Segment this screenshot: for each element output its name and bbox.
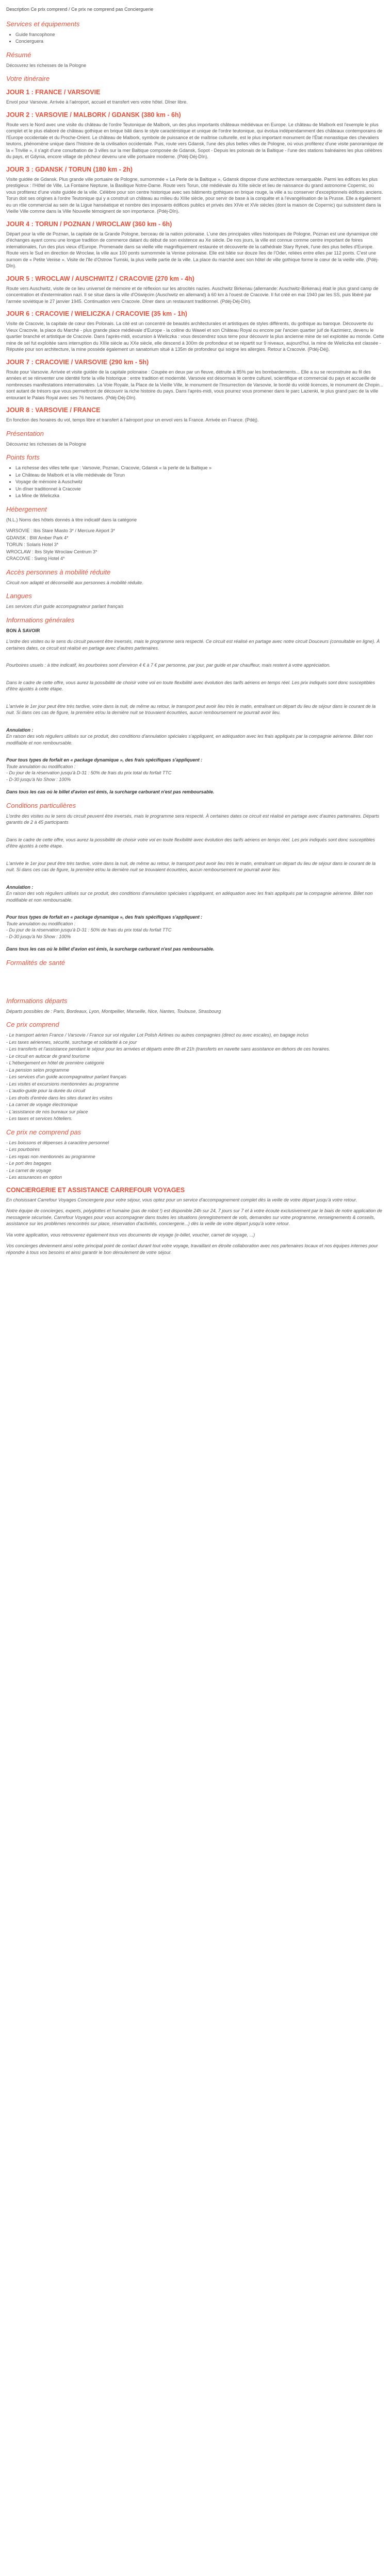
list-item: CRACOVIE : Swing Hotel 4* <box>6 556 65 561</box>
excluded-list <box>6 1140 385 1181</box>
conditions-paragraph: Pour tous types de forfait en « package dynamique », des frais spécifiques s'appliquent : <box>6 914 203 920</box>
list-item: • Voyage de mémoire à Auschwitz <box>15 479 385 485</box>
highlights-list <box>6 465 385 499</box>
departures-text: Départs possibles de : Paris, Bordeaux, Lyon, Montpellier, Marseille, Nice, Nantes, Toulouse, Strasbourg <box>6 1008 221 1014</box>
list-item: • Concierguera <box>15 38 385 45</box>
list-item: - Les taxes et services hôteliers. <box>6 1116 73 1121</box>
list-item: VARSOVIE : Ibis Stare Miasto 3* / Mercure Airport 3* <box>6 528 115 533</box>
departures-title: Informations départs <box>6 996 68 1005</box>
concierge-paragraph: Vos concierges deviennent ainsi votre principal point de contact durant tout votre voyage, travaillant en étroite collaboration avec nos partenaires locaux et nos équipes internes pour répondre à tous vos besoins et ainsi garantir le bon déroulement de votre séjour. <box>6 1243 378 1255</box>
description-header: Description Ce prix comprend / Ce prix ne comprend pas Concierguerie <box>6 7 154 12</box>
accessibility-title: Accès personnes à mobilité réduite <box>6 568 111 576</box>
day-title: JOUR 3 : GDANSK / TORUN (180 km - 2h) <box>6 165 133 173</box>
list-item: - Le transport aérien France / Varsovie / France sur vol régulier Lot Polish Airlines ou autres compagnies (direct ou avec escales), en bagage inclus <box>6 1032 309 1038</box>
list-item: • Le Château de Malbork et la ville médiévale de Torun <box>15 472 385 479</box>
conditions-paragraph: Dans tous les cas où le billet d'avion est émis, la surcharge carburant n'est pas remboursable. <box>6 946 215 952</box>
list-item: - Les visites et excursions mentionnées au programme <box>6 1081 119 1087</box>
included-title: Ce prix comprend <box>6 1021 59 1028</box>
day-title: JOUR 5 : WROCLAW / AUSCHWITZ / CRACOVIE (270 km - 4h) <box>6 275 194 282</box>
conditions-paragraph: En raison des vols réguliers utilisés sur ce produit, des conditions d'annulation spéciales s'appliquent, en adéquation avec les frais appliqués par la compagnie aérienne. Billet non modifiable et non remboursable. <box>6 891 373 903</box>
document-page <box>0 0 391 1270</box>
list-item: - Le port des bagages <box>6 1161 52 1166</box>
concierge-paragraph: Via votre application, vous retrouverez également tous vos documents de voyage (e-billet, voucher, carnet de voyage, ...) <box>6 1232 255 1238</box>
info-paragraph: L'arrivée le 1er jour peut être très tardive, voire dans la nuit, de même au retour, le transport peut avoir lieu très le matin, entraînant un départ du lieu de séjour dans le courant de la nuit. Si dans ces cas de figure, la première et/ou la dernière nuit se trouvaient écourtées, aucun remboursement ne pourrait avoir lieu. <box>6 703 376 715</box>
list-item: • La richesse des villes telle que : Varsovie, Poznan, Cracovie, Gdansk « la perle de la Baltique » <box>15 465 385 471</box>
list-item: - Le carnet de voyage <box>6 1167 52 1173</box>
day-text: Envol pour Varsovie. Arrivée à l'aéroport, accueil et transfert vers votre hôtel. Dîner libre. <box>6 99 188 105</box>
list-item: - L'hébergement en hôtel de première catégorie <box>6 1060 104 1065</box>
presentation-title: Présentation <box>6 429 44 437</box>
info-paragraph: - D-30 jusqu'à No Show : 100% <box>6 776 71 782</box>
lodging-note: (N.L.) Noms des hôtels donnés à titre indicatif dans la catégorie <box>6 517 137 522</box>
list-item: GDANSK : BW Amber Park 4* <box>6 535 69 540</box>
day-title: JOUR 7 : CRACOVIE / VARSOVIE (290 km - 5h) <box>6 358 149 366</box>
info-paragraph: Dans le cadre de cette offre, vous aurez la possibilité de choisir votre vol en toute flexibilité avec évolution des tarifs aériens en temps réel. Les prix indiqués sont donc susceptibles d'être ajustés à cette étape. <box>6 680 375 691</box>
list-item: - L'assistance de nos bureaux sur place <box>6 1109 88 1114</box>
conditions-paragraph: L'arrivée le 1er jour peut être très tardive, voire dans la nuit, de même au retour, le transport peut avoir lieu très le matin, entraînant un départ du lieu de séjour dans le courant de la nuit. Si dans ces cas de figure, la première et/ou la dernière nuit se trouvaient écourtées, aucun remboursement ne pourrait avoir lieu. <box>6 860 376 872</box>
day-text: En fonction des horaires du vol, temps libre et transfert à l'aéroport pour un envol vers la France. Arrivée en France. (Pdéj). <box>6 417 259 422</box>
conditions-cancel-title: Annulation : <box>6 884 34 890</box>
list-item: - Les assurances en option <box>6 1175 62 1180</box>
info-paragraph: Dans tous les cas où le billet d'avion est émis, la surcharge carburant n'est pas remboursable. <box>6 789 215 794</box>
day-title: JOUR 8 : VARSOVIE / FRANCE <box>6 406 101 414</box>
day-title: JOUR 2 : VARSOVIE / MALBORK / GDANSK (380 km - 6h) <box>6 111 181 118</box>
info-paragraph: - Du jour de la réservation jusqu'à D-31 : 50% de frais du prix total du forfait TTC <box>6 770 172 775</box>
list-item: WROCLAW : Ibis Style Wroclaw Centrum 3* <box>6 549 97 554</box>
conditions-title: Conditions particulières <box>6 801 76 809</box>
presentation-text: Découvrez les richesses de la Pologne <box>6 441 87 447</box>
list-item: - Les pourboires <box>6 1147 40 1152</box>
included-list <box>6 1032 385 1122</box>
list-item: - L'audio-guide pour la durée du circuit <box>6 1088 86 1093</box>
list-item: - Les droits d'entrée dans les sites durant les visites <box>6 1095 112 1100</box>
itinerary-title: Votre itinéraire <box>6 75 50 82</box>
accessibility-text: Circuit non adapté et déconseillé aux personnes à mobilité réduite. <box>6 580 143 585</box>
lodging-list <box>6 528 385 562</box>
services-title: Services et équipements <box>6 20 80 28</box>
day-text: Route vers Auschwitz, visite de ce lieu universel de mémoire et de réflexion sur les atrocités nazies. Auschwitz Birkenau (allemande: Auschwitz-Birkenau) était le plus grand camp de concentration et d'extermination nazi. Il se situe dans la ville d'Oświęcim (Auschwitz en allemand) à 60 km à l'ouest de Cracovie. Il fut créé en mai 1940 par les SS, puis libéré par l'armée soviétique le 27 janvier 1945. Continuation vers Cracovie. Dîner dans un restaurant traditionnel. (Pdéj-Déj-Dîn). <box>6 285 379 304</box>
excluded-title: Ce prix ne comprend pas <box>6 1128 82 1136</box>
list-item: - Les repas non mentionnés au programme <box>6 1154 95 1159</box>
list-item: • Guide francophone <box>15 31 385 38</box>
day-text: Visite de Cracovie, la capitale de cœur des Polonais. La cité est un concentré de beautés architecturales et artistiques de styles différents, du gothique au baroque. Découverte du Vieux Cracovie, la place du Marché - plus grande place médiévale d'Europe - la colline du Wawel et son Château Royal ou encore par l'ancien quartier juif de Kazimierz, devenu le quartier branché et artistique de Cracovie. Dans l'après-midi, excursion à Wieliczka : vous descendrez sous terre pour découvrir la plus ancienne mine de sel exploitée au monde. Cette mine de sel fut exploitée sans interruption du XIIIe siècle au XXe siècle, elle descend à 300m de profondeur et se répartit sur 9 niveaux, aujourd'hui, la mine de Wieliczka est classée - Réputée pour son architecture, la mine possède également un sanatorium situé à 135m de profondeur qui soigne les allergies. Retour à Cracovie. (Pdéj-Déj). <box>6 321 384 352</box>
concierge-paragraph: Notre équipe de concierges, experts, polyglottes et humaine (pas de robot !) est disponible 24h sur 24, 7 jours sur 7 et à votre écoute exclusivement par le biais de notre application de messagerie sécurisée, Carrefour Voyages pour vous accompagner dans toutes les situations (enregistrement de vols, demandes sur votre programme, renseignements & conseils, assistance sur les problèmes rencontrés sur place, réservation d'activités, conciergerie...) dès la veille de votre départ jusqu'à votre retour. <box>6 1208 382 1226</box>
services-list <box>6 31 385 45</box>
list-item: - La pension selon programme <box>6 1067 70 1073</box>
info-paragraph: Pourboires usuels : à titre indicatif, les pourboires sont d'environ 4 € à 7 € par personne, par jour, par guide et par chauffeur, mais restent à votre appréciation. <box>6 663 331 668</box>
languages-text: Les services d'un guide accompagnateur parlant français <box>6 604 124 609</box>
formalities-title: Formalités de santé <box>6 958 66 967</box>
concierge-title: CONCIERGERIE ET ASSISTANCE CARREFOUR VOYAGES <box>6 1186 185 1194</box>
list-item: - Les boissons et dépenses à caractère personnel <box>6 1140 109 1145</box>
info-cancel-title: Annulation : <box>6 727 34 733</box>
info-title: Informations générales <box>6 616 75 624</box>
conditions-paragraph: L'ordre des visites ou le sens du circuit peuvent être inversés, mais le programme sera respecté. À certaines dates ce circuit est réalisé en partage avec d'autres partenaires. Départs garantis de 2 à 45 participants <box>6 813 380 825</box>
list-item: - Le circuit en autocar de grand tourisme <box>6 1053 90 1059</box>
day-title: JOUR 6 : CRACOVIE / WIELICZKA / CRACOVIE (35 km - 1h) <box>6 310 187 317</box>
day-text: Départ pour la ville de Poznan, la capitale de la Grande Pologne, berceau de la nation polonaise. L'une des principales villes historiques de Pologne, Poznan est une dynamique cité d'échanges ayant connu une longue tradition de commerce datant du début de son existence au Xe siècle. De nos jours, la ville est connue comme centre important de foires internationales, l'un des plus vieux d'Europe. Promenade dans sa vieille ville magnifiquement restaurée et découverte de la cathédrale Stary Rynek, l'une des plus belles d'Europe. Route vers le Sud en direction de Wroclaw, la ville aux 100 ponts surnommée la Venise polonaise. Elle est bâtie sur douze îles de l'Oder, reliées entre elles par 112 ponts. C'est une surnom de « Petite Venise ». Visite de l'île d'Ostrow Tumski, la plus vieille partie de la ville. La place du marché avec son hôtel de ville gothique forme le cœur de la vieille ville. (Pdéj-Dîn). <box>6 231 379 268</box>
conditions-paragraph: - D-30 jusqu'à No Show : 100% <box>6 934 71 939</box>
info-paragraph: L'ordre des visites ou le sens du circuit peuvent être inversés, mais le programme sera respecté. Ce circuit est réalisé en partage avec notre circuit Douceurs (consultable en ligne). À certaines dates, ce circuit est réalisé en partage avec d'autres partenaires. <box>6 639 380 651</box>
resume-text: Découvrez les richesses de la Pologne <box>6 62 87 68</box>
day-text: Visite guidée de Gdansk. Plus grande ville portuaire de Pologne, surnommée « La Perle de la Baltique », Gdansk dispose d'une architecture remarquable. Parmi les édifices les plus prestigieux : l'Hôtel de Ville, La Fontaine Neptune, la Basilique Notre-Dame. Route vers Torun, cité médiévale du XIIIe siècle et lieu de naissance du grand astronome Copernic, où vous profiterez d'une visite guidée de la ville. Célèbre pour son centre historique avec ses bâtiments gothiques en brique rouge, la ville a su conserver d'exceptionnels édifices anciens. Torun doit ses origines à l'ordre Teutonique qui y a construit un château au milieu du XIIIe siècle, pour servir de base à la conquête et à l'évangélisation de la Prusse. Elle a également eu un rôle commercial au sein de la Ligue hanséatique et nombre des imposants édifices publics et privés des XIVe et XVe siècles (dont la maison de Copernic) qui subsistent dans la Vieille Ville comme dans la Ville Nouvelle témoignent de son importance. (Pdéj-Dîn). <box>6 176 383 214</box>
info-paragraph: Toute annulation ou modification : <box>6 764 76 769</box>
list-item: - Les taxes aériennes, sécurité, surcharge et solidarité à ce jour <box>6 1039 137 1045</box>
day-title: JOUR 4 : TORUN / POZNAN / WROCLAW (360 km - 6h) <box>6 220 172 228</box>
list-item: - Les transferts et l'assistance pendant le séjour pour les arrivées et départs entre 8h et 21h (transferts en navette sans assistance en dehors de ces horaires. <box>6 1046 331 1052</box>
highlights-title: Points forts <box>6 453 40 461</box>
list-item: • Un dîner traditionnel à Cracovie <box>15 486 385 493</box>
list-item: - La carnet de voyage électronique <box>6 1102 78 1107</box>
conditions-paragraph: - Du jour de la réservation jusqu'à D-31 : 50% de frais du prix total du forfait TTC <box>6 927 172 933</box>
list-item: TORUN : Solaris Hotel 3* <box>6 542 59 547</box>
lodging-title: Hébergement <box>6 505 47 513</box>
list-item: - Les services d'un guide accompagnateur parlant français <box>6 1074 126 1079</box>
list-item: • La Mine de Wieliczka <box>15 493 385 499</box>
info-paragraph: Pour tous types de forfait en « package dynamique », des frais spécifiques s'appliquent : <box>6 757 203 762</box>
day-title: JOUR 1 : FRANCE / VARSOVIE <box>6 89 101 96</box>
info-subtitle: BON À SAVOIR <box>6 628 40 633</box>
concierge-paragraph: En choisissant Carrefour Voyages Conciergerie pour votre séjour, vous optez pour un service d'accompagnement complet dès la veille de votre départ jusqu'à votre retour. <box>6 1197 357 1202</box>
resume-title: Résumé <box>6 50 31 59</box>
conditions-paragraph: Dans le cadre de cette offre, vous aurez la possibilité de choisir votre vol en toute flexibilité avec évolution des tarifs aériens en temps réel. Les prix indiqués sont donc susceptibles d'être ajustés à cette étape. <box>6 837 375 849</box>
conditions-paragraph: Toute annulation ou modification : <box>6 921 76 926</box>
day-text: Route pour Varsovie. Arrivée et visite guidée de la capitale polonaise : Coupée en deux par un fleuve, détruite à 85% par les bombardements... Elle a su se reconstruire au fil des années et se réinventer une identité forte la ville historique : entre tradition et modernité. Varsovie est désormais le centre culturel, scientifique et commercial du pays et accueille de nombreuses manifestations internationales. La Voie Royale, la Place de la Vieille Ville, le monument de l'Insurrection de Varsovie, le bordé du voïdé licences, le monument de Chopin... sont autant de trésors que vous permettront de découvrir la riche histoire du pays. Dans l'après-midi, vous pourrez vous promener dans le parc Lazienki, le plus grand parc de la ville entourant le Palais Royal avec ses 76 hectares. (Pdéj-Déj-Dîn). <box>6 369 384 400</box>
info-paragraph: En raison des vols réguliers utilisés sur ce produit, des conditions d'annulation spéciales s'appliquent, en adéquation avec les frais appliqués par la compagnie aérienne. Billet non modifiable et non remboursable. <box>6 734 373 745</box>
languages-title: Langues <box>6 592 32 600</box>
day-text: Route vers le Nord avec une visite du château de l'ordre Teutonique de Malbork, un des plus importants châteaux médiévaux en Europe. Le château de Malbork est l'exemple le plus complet et le plus élaboré de château gothique en brique bâti dans le style caractéristique et unique de l'ordre teutonique, qui évolua indépendamment des châteaux contemporains de l'Europe occidentale et du Proche-Orient. Le château de Malbork, symbole de puissance et de maîtrise culturelle, est le plus important monument de l'État monastique des chevaliers teutons, phénomène unique dans l'histoire de la civilisation occidentale. Puis, route vers Gdansk, l'une des plus belles villes de Pologne, où vous profiterez d'une visite panoramique de la « Trivilie », il s'agit d'une conurbation de 3 villes sur la mer Baltique composée de Gdansk, Sopot - Depuis les polonais de la Baltique - l'une des stations balnéaires les plus célèbres du pays, et Gdynia, encore village de pêcheur devenu une ville portuaire moderne. (Pdéj-Déj-Dîn). <box>6 122 384 159</box>
